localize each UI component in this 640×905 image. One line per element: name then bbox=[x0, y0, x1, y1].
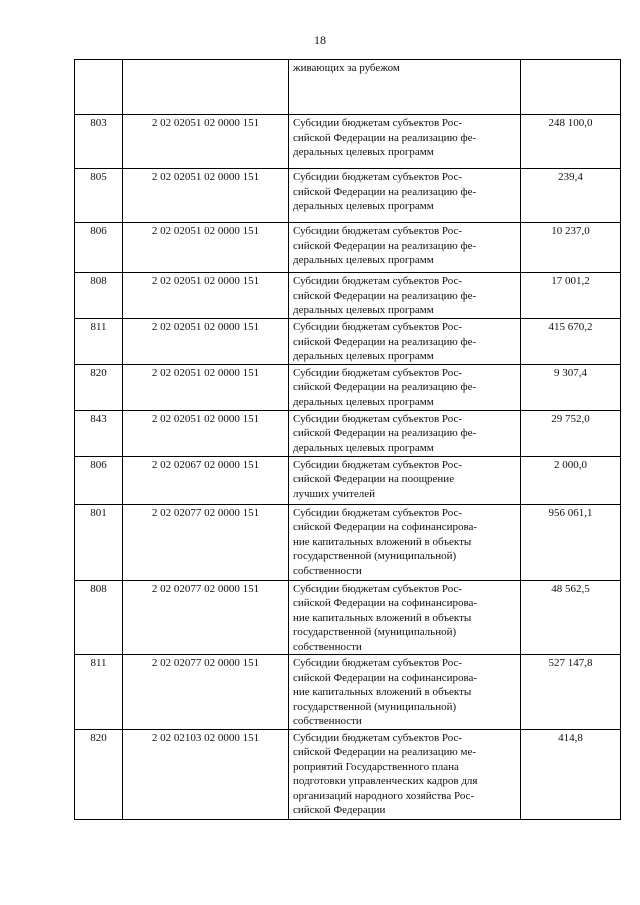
table-row bbox=[75, 504, 621, 580]
table-row bbox=[75, 456, 621, 504]
table-row bbox=[75, 729, 621, 819]
table-row bbox=[75, 60, 621, 115]
table-row bbox=[75, 115, 621, 169]
admin-code-cell: 806 bbox=[75, 223, 123, 273]
amount-cell: 10 237,0 bbox=[521, 223, 621, 273]
budget-classification-code-cell: 2 02 02077 02 0000 151 bbox=[123, 655, 289, 730]
budget-classification-code-cell: 2 02 02103 02 0000 151 bbox=[123, 729, 289, 819]
amount-cell: 17 001,2 bbox=[521, 273, 621, 319]
admin-code-cell: 811 bbox=[75, 319, 123, 365]
table-row bbox=[75, 169, 621, 223]
budget-classification-code-cell: 2 02 02051 02 0000 151 bbox=[123, 319, 289, 365]
budget-classification-code-cell: 2 02 02051 02 0000 151 bbox=[123, 169, 289, 223]
table-row bbox=[75, 655, 621, 730]
budget-classification-code-cell: 2 02 02067 02 0000 151 bbox=[123, 456, 289, 504]
table-row bbox=[75, 580, 621, 655]
amount-cell: 239,4 bbox=[521, 169, 621, 223]
revenue-name-cell: Субсидии бюджетам субъектов Рос- сийской Федерации на поощрение лучших учителей bbox=[289, 456, 521, 504]
budget-classification-code-cell: 2 02 02051 02 0000 151 bbox=[123, 410, 289, 456]
admin-code-cell: 805 bbox=[75, 169, 123, 223]
admin-code-cell: 803 bbox=[75, 115, 123, 169]
table-row bbox=[75, 273, 621, 319]
page-number: 18 bbox=[314, 33, 326, 47]
amount-cell: 29 752,0 bbox=[521, 410, 621, 456]
admin-code-cell: 820 bbox=[75, 729, 123, 819]
amount-cell bbox=[521, 60, 621, 115]
admin-code-cell: 820 bbox=[75, 364, 123, 410]
budget-classification-code-cell: 2 02 02077 02 0000 151 bbox=[123, 580, 289, 655]
revenue-name-cell: живающих за рубежом bbox=[289, 60, 521, 115]
revenue-name-cell: Субсидии бюджетам субъектов Рос- сийской Федерации на реализацию фе- деральных целевых программ bbox=[289, 223, 521, 273]
budget-classification-code-cell: 2 02 02051 02 0000 151 bbox=[123, 273, 289, 319]
revenue-name-cell: Субсидии бюджетам субъектов Рос- сийской Федерации на реализацию фе- деральных целевых программ bbox=[289, 319, 521, 365]
admin-code-cell: 806 bbox=[75, 456, 123, 504]
revenue-name-cell: Субсидии бюджетам субъектов Рос- сийской Федерации на реализацию фе- деральных целевых программ bbox=[289, 273, 521, 319]
amount-cell: 527 147,8 bbox=[521, 655, 621, 730]
table-row bbox=[75, 410, 621, 456]
revenue-name-cell: Субсидии бюджетам субъектов Рос- сийской Федерации на реализацию фе- деральных целевых программ bbox=[289, 115, 521, 169]
amount-cell: 9 307,4 bbox=[521, 364, 621, 410]
budget-classification-code-cell: 2 02 02077 02 0000 151 bbox=[123, 504, 289, 580]
revenue-name-cell: Субсидии бюджетам субъектов Рос- сийской Федерации на реализацию фе- деральных целевых программ bbox=[289, 169, 521, 223]
budget-classification-code-cell: 2 02 02051 02 0000 151 bbox=[123, 223, 289, 273]
amount-cell: 2 000,0 bbox=[521, 456, 621, 504]
admin-code-cell: 811 bbox=[75, 655, 123, 730]
revenue-name-cell: Субсидии бюджетам субъектов Рос- сийской Федерации на реализацию фе- деральных целевых программ bbox=[289, 364, 521, 410]
budget-classification-code-cell: 2 02 02051 02 0000 151 bbox=[123, 115, 289, 169]
admin-code-cell: 808 bbox=[75, 273, 123, 319]
revenue-name-cell: Субсидии бюджетам субъектов Рос- сийской Федерации на софинансирова- ние капитальных вложений в объекты государственной (муниципальной) собственности bbox=[289, 504, 521, 580]
revenue-name-cell: Субсидии бюджетам субъектов Рос- сийской Федерации на софинансирова- ние капитальных вложений в объекты государственной (муниципальной) собственности bbox=[289, 655, 521, 730]
table-row bbox=[75, 223, 621, 273]
revenue-name-cell: Субсидии бюджетам субъектов Рос- сийской Федерации на реализацию фе- деральных целевых программ bbox=[289, 410, 521, 456]
budget-revenue-table bbox=[74, 59, 621, 820]
admin-code-cell: 801 bbox=[75, 504, 123, 580]
admin-code-cell: 808 bbox=[75, 580, 123, 655]
amount-cell: 248 100,0 bbox=[521, 115, 621, 169]
amount-cell: 48 562,5 bbox=[521, 580, 621, 655]
table-row bbox=[75, 364, 621, 410]
admin-code-cell bbox=[75, 60, 123, 115]
budget-classification-code-cell bbox=[123, 60, 289, 115]
amount-cell: 415 670,2 bbox=[521, 319, 621, 365]
budget-classification-code-cell: 2 02 02051 02 0000 151 bbox=[123, 364, 289, 410]
revenue-name-cell: Субсидии бюджетам субъектов Рос- сийской Федерации на реализацию ме- роприятий Государственного плана подготовки управленческих кадров для организаций народного хозяйства Рос- сийской Федерации bbox=[289, 729, 521, 819]
table-row bbox=[75, 319, 621, 365]
admin-code-cell: 843 bbox=[75, 410, 123, 456]
amount-cell: 956 061,1 bbox=[521, 504, 621, 580]
revenue-name-cell: Субсидии бюджетам субъектов Рос- сийской Федерации на софинансирова- ние капитальных вложений в объекты государственной (муниципальной) собственности bbox=[289, 580, 521, 655]
amount-cell: 414,8 bbox=[521, 729, 621, 819]
